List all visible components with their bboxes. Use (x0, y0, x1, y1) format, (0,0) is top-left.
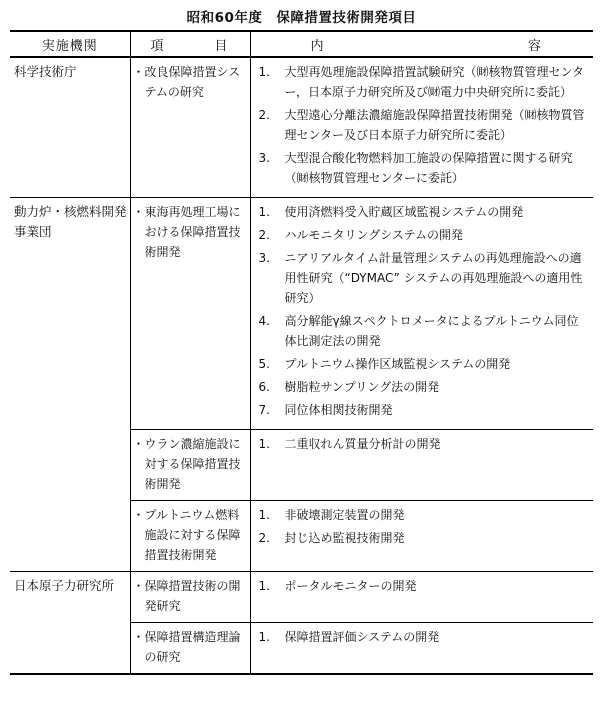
list-item (257, 400, 590, 420)
list-item-number: 4. (258, 314, 270, 328)
list-item-text: 保障措置評価システムの開発 (284, 630, 440, 644)
item-cell (130, 198, 250, 430)
content-cell (250, 430, 593, 501)
header-row (10, 31, 593, 57)
item-cell (130, 430, 250, 501)
list-item-text: 大型遠心分離法濃縮施設保障措置技術開発（㈶核物質管理センター及び日本原子力研究所に委託） (284, 108, 585, 142)
header-content-part-a: 内 (310, 38, 324, 54)
item-label: 東海再処理工場における保障措置技術開発 (144, 205, 241, 259)
list-item-number: 2. (258, 108, 270, 122)
list-item-text: 樹脂粒サンプリング法の開発 (284, 380, 440, 394)
content-cell (250, 198, 593, 430)
item-bullet (133, 576, 248, 616)
header-item-part-a: 項 (150, 38, 164, 54)
page-title: 昭和60年度 保障措置技術開発項目 (186, 10, 417, 26)
list-item (257, 105, 590, 145)
list-item (257, 248, 590, 308)
item-bullet (133, 434, 248, 494)
list-item (257, 627, 590, 647)
list-item-text: 大型混合酸化物燃料加工施設の保障措置に関する研究（㈶核物質管理センターに委託） (284, 151, 573, 185)
bullet-dot-icon: ・ (132, 630, 145, 644)
list-item-text: 封じ込め監視技術開発 (284, 531, 405, 545)
item-label: ウラン濃縮施設に対する保障措置技術開発 (144, 437, 241, 491)
list-item (257, 377, 590, 397)
agency-cell (10, 57, 130, 198)
list-item (257, 311, 590, 351)
list-item-number: 6. (258, 380, 270, 394)
item-bullet (133, 505, 248, 565)
bullet-dot-icon: ・ (132, 65, 145, 79)
list-item-text: 同位体相関技術開発 (284, 403, 393, 417)
list-item (257, 148, 590, 188)
item-bullet (133, 202, 248, 262)
item-label: 改良保障措置システムの研究 (144, 65, 241, 99)
header-content (250, 31, 593, 57)
list-item (257, 528, 590, 548)
list-item (257, 576, 590, 596)
list-item-number: 1. (258, 65, 270, 79)
list-item (257, 62, 590, 102)
list-item-number: 5. (258, 357, 270, 371)
bullet-dot-icon: ・ (132, 508, 145, 522)
list-item-number: 1. (258, 508, 270, 522)
list-item-text: 大型再処理施設保障措置試験研究（㈶核物質管理センター，日本原子力研究所及び㈶電力中央研究所に委託） (284, 65, 585, 99)
item-bullet (133, 627, 248, 667)
bullet-dot-icon: ・ (132, 579, 145, 593)
list-item-number: 3. (258, 151, 270, 165)
bullet-dot-icon: ・ (132, 437, 145, 451)
list-item-text: 非破壊測定装置の開発 (284, 508, 405, 522)
item-cell (130, 572, 250, 623)
list-item-number: 2. (258, 228, 270, 242)
list-item (257, 202, 590, 222)
content-cell (250, 572, 593, 623)
content-list (257, 505, 590, 548)
list-item-number: 1. (258, 437, 270, 451)
content-list (257, 576, 590, 596)
list-item-number: 7. (258, 403, 270, 417)
list-item-text: 高分解能γ線スペクトロメータによるプルトニウム同位体比測定法の開発 (284, 314, 579, 348)
list-item-number: 1. (258, 205, 270, 219)
item-label: 保障措置構造理論の研究 (144, 630, 241, 664)
item-cell (130, 501, 250, 572)
item-label: 保障措置技術の開発研究 (144, 579, 241, 613)
agency-name: 科学技術庁 (14, 64, 77, 79)
agency-cell (10, 572, 130, 675)
list-item (257, 505, 590, 525)
agency-name: 動力炉・核燃料開発事業団 (14, 204, 127, 239)
safeguards-table (10, 30, 593, 675)
item-cell (130, 57, 250, 198)
header-item-part-b: 目 (214, 38, 228, 54)
agency-name: 日本原子力研究所 (14, 578, 115, 593)
table-body (10, 57, 593, 674)
list-item (257, 354, 590, 374)
item-label: プルトニウム燃料施設に対する保障措置技術開発 (144, 508, 241, 562)
content-list (257, 202, 590, 420)
list-item-number: 2. (258, 531, 270, 545)
header-content-part-b: 容 (527, 38, 541, 54)
list-item-text: ポータルモニターの開発 (284, 579, 417, 593)
item-bullet (133, 62, 248, 102)
content-list (257, 434, 590, 454)
item-cell (130, 623, 250, 675)
list-item-text: 二重収れん質量分析計の開発 (284, 437, 441, 451)
list-item-number: 1. (258, 630, 270, 644)
table-row (10, 198, 593, 430)
content-cell (250, 623, 593, 675)
content-list (257, 62, 590, 188)
list-item-text: 使用済燃料受入貯蔵区域監視システムの開発 (284, 205, 524, 219)
list-item (257, 225, 590, 245)
list-item-number: 3. (258, 251, 270, 265)
content-cell (250, 501, 593, 572)
bullet-dot-icon: ・ (132, 205, 145, 219)
table-row (10, 57, 593, 198)
content-list (257, 627, 590, 647)
table-row (10, 572, 593, 623)
list-item-text: ハルモニタリングシステムの開発 (284, 228, 464, 242)
header-item (130, 31, 250, 57)
header-agency: 実施機関 (10, 31, 130, 57)
list-item-text: ニアリアルタイム計量管理システムの再処理施設への適用性研究（“DYMAC” システムの再処理施設への適用性研究） (284, 251, 583, 305)
list-item (257, 434, 590, 454)
agency-cell (10, 198, 130, 572)
content-cell (250, 57, 593, 198)
list-item-text: プルトニウム操作区域監視システムの開発 (284, 357, 511, 371)
list-item-number: 1. (258, 579, 270, 593)
